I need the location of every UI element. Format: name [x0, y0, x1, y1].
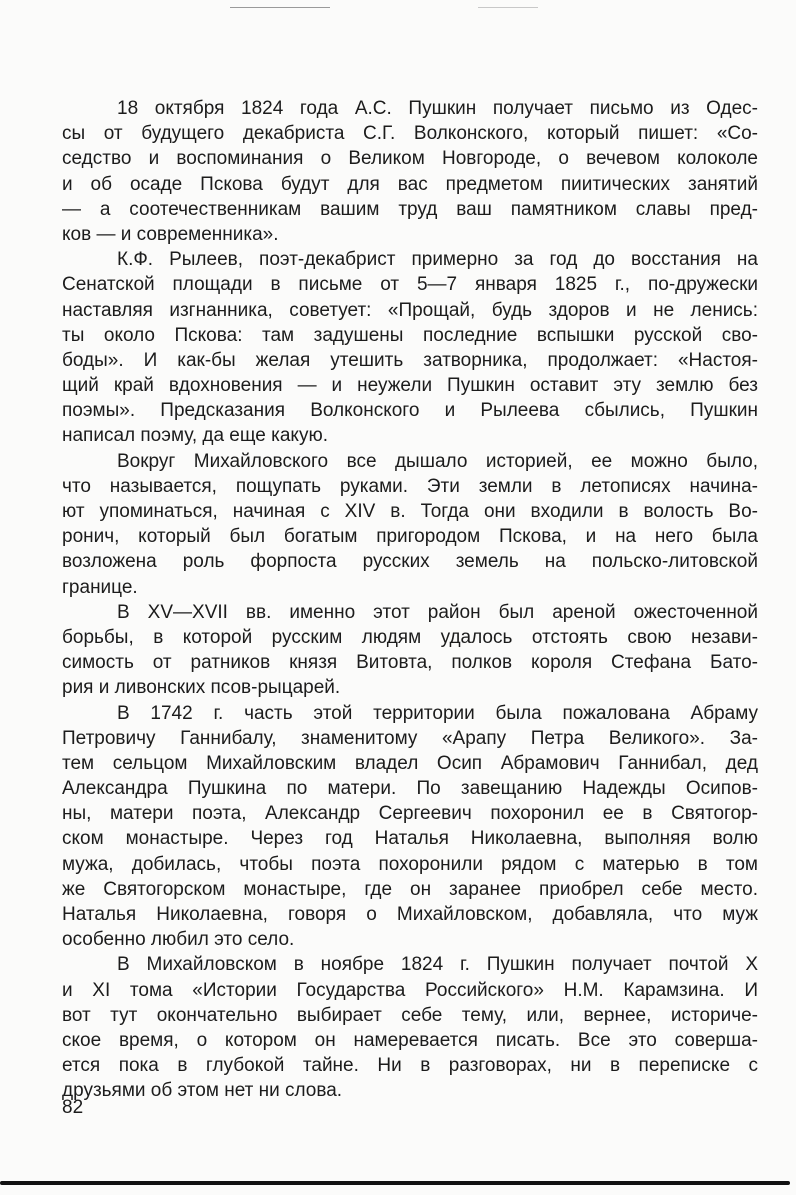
text-line: ков — и современника». [62, 223, 279, 245]
text-line: написал поэму, да еще какую. [62, 425, 328, 447]
text-line: ское время, о котором он намеревается писать. Все это соверша- [62, 1029, 758, 1051]
paragraph [62, 600, 758, 701]
text-line: рия и ливонских псов-рыцарей. [62, 677, 341, 699]
text-line: что называется, пощупать руками. Эти земли в летописях начина- [62, 475, 758, 497]
text-line: ется пока в глубокой тайне. Ни в разговорах, ни в переписке с [62, 1055, 758, 1077]
text-line: тем сельцом Михайловским владел Осип Абрамович Ганнибал, дед [62, 752, 758, 774]
top-rule [230, 7, 330, 8]
paragraph [62, 701, 758, 953]
text-line: ском монастыре. Через год Наталья Николаевна, выполняя волю [62, 828, 758, 850]
text-line: Петровичу Ганнибалу, знаменитому «Арапу Петра Великого». За- [62, 727, 758, 749]
text-line: Вокруг Михайловского все дышало историей, ее можно было, [117, 450, 758, 472]
paragraph [62, 952, 758, 1103]
text-line: — а соотечественникам вашим труд ваш памятником славы пред- [62, 198, 758, 220]
text-line: Сенатской площади в письме от 5—7 января 1825 г., по-дружески [62, 274, 758, 296]
text-line: Александра Пушкина по матери. По завещанию Надежды Осипов- [62, 778, 758, 800]
text-line: В XV—XVII вв. именно этот район был ареной ожесточенной [117, 601, 758, 623]
text-line: и об осаде Пскова будут для вас предметом пиитических занятий [62, 173, 758, 195]
text-line: боды». И как-бы желая утешить затворника, продолжает: «Настоя- [62, 349, 758, 371]
paragraph [62, 96, 758, 247]
text-line: вот тут окончательно выбирает себе тему, или, вернее, историче- [62, 1004, 758, 1026]
text-line: друзьями об этом нет ни слова. [62, 1080, 343, 1102]
text-line: В 1742 г. часть этой территории была пожалована Абраму [117, 702, 758, 724]
paragraph [62, 449, 758, 600]
text-line: К.Ф. Рылеев, поэт-декабрист примерно за год до восстания на [117, 249, 758, 271]
text-line: ты около Пскова: там задушены последние вспышки русской сво- [62, 324, 758, 346]
text-line: же Святогорском монастыре, где он заранее приобрел себе место. [62, 878, 758, 900]
text-line: поэмы». Предсказания Волконского и Рылеева сбылись, Пушкин [62, 400, 758, 422]
body-text [62, 96, 758, 1104]
paragraph [62, 247, 758, 449]
text-line: наставляя изгнанника, советует: «Прощай, будь здоров и не ленись: [62, 299, 758, 321]
text-line: борьбы, в которой русским людям удалось отстоять свою незави- [62, 626, 758, 648]
text-line: ют упоминаться, начиная с XIV в. Тогда они входили в волость Во- [62, 501, 758, 522]
text-line: 18 октября 1824 года А.С. Пушкин получает письмо из Одес- [117, 98, 758, 119]
text-line: и XI тома «Истории Государства Российского» Н.М. Карамзина. И [62, 979, 758, 1001]
text-line: возложена роль форпоста русских земель на польско-литовской [62, 551, 758, 573]
page-number: 82 [62, 1097, 84, 1118]
top-rule-faint [478, 7, 538, 8]
text-line: ронич, который был богатым пригородом Пскова, и на него была [62, 526, 758, 548]
text-line: седство и воспоминания о Великом Новгороде, о вечевом колоколе [62, 148, 758, 170]
bottom-rule [0, 1181, 790, 1185]
text-line: Наталья Николаевна, говоря о Михайловском, добавляла, что муж [62, 904, 758, 925]
text-line: щий край вдохновения — и неужели Пушкин оставит эту землю без [62, 375, 758, 397]
text-line: В Михайловском в ноябре 1824 г. Пушкин получает почтой X [117, 954, 758, 976]
text-line: симость от ратников князя Витовта, полков короля Стефана Бато- [62, 652, 758, 674]
text-line: особенно любил это село. [62, 929, 295, 951]
text-line: сы от будущего декабриста С.Г. Волконского, который пишет: «Со- [62, 123, 758, 145]
text-line: ны, матери поэта, Александр Сергеевич похоронил ее в Святогор- [62, 803, 758, 825]
text-line: границе. [62, 576, 138, 598]
text-line: мужа, добилась, чтобы поэта похоронили рядом с матерью в том [62, 853, 758, 875]
